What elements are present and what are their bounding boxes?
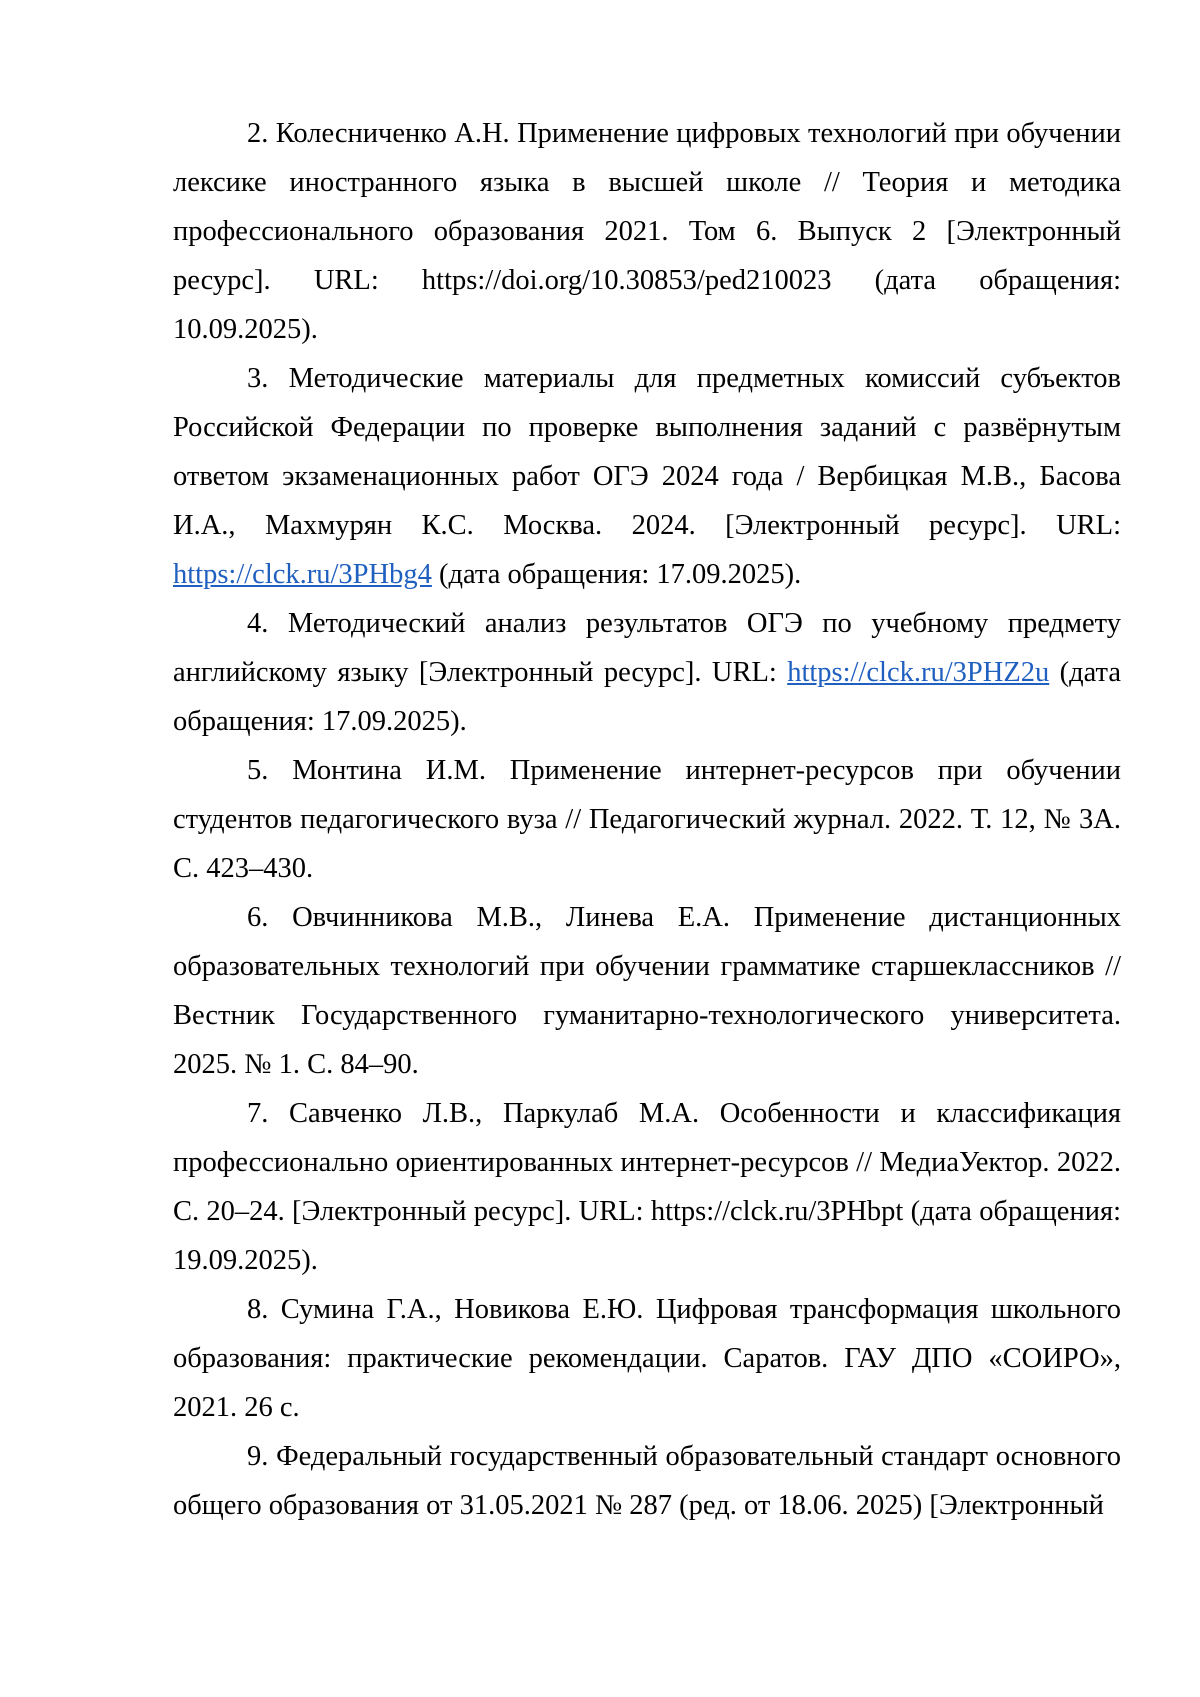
reference-item-6 <box>173 893 1121 1089</box>
reference-text: Монтина И.М. Применение интернет-ресурсов при обучении студентов педагогического вуза // Педагогический журнал. 2022. Т. 12, № 3А. С. 423–430. <box>173 755 1122 884</box>
reference-item-4 <box>173 599 1121 746</box>
reference-number: 4. <box>247 608 269 639</box>
reference-text: Методический анализ результатов ОГЭ по учебному предмету английскому языку [Электронный ресурс]. URL: <box>173 608 1121 688</box>
reference-link[interactable]: https://clck.ru/3PHZ2u <box>787 657 1050 688</box>
reference-text-after: (дата обращения: 17.09.2025). <box>173 657 1121 737</box>
reference-text: Колесниченко А.Н. Применение цифровых технологий при обучении лексике иностранного языка в высшей школе // Теория и методика профессионального образования 2021. Том 6. Выпуск 2 [Электронный ресурс]. URL: https://doi.org/10.30853/ped210023 (дата обращения: 10.09.2025). <box>173 118 1122 345</box>
reference-number: 9. <box>247 1441 269 1472</box>
reference-item-8 <box>173 1285 1121 1432</box>
reference-item-7 <box>173 1089 1121 1285</box>
reference-number: 8. <box>247 1294 269 1325</box>
reference-number: 5. <box>247 755 269 786</box>
reference-text: Сумина Г.А., Новикова Е.Ю. Цифровая трансформация школьного образования: практические рекомендации. Саратов. ГАУ ДПО «СОИРО», 2021. 26 с. <box>173 1294 1122 1423</box>
reference-text: Методические материалы для предметных комиссий субъектов Российской Федерации по проверке выполнения заданий с развёрнутым ответом экзаменационных работ ОГЭ 2024 года / Вербицкая М.В., Басова И.А., Махмурян К.С. Москва. 2024. [Электронный ресурс]. URL: <box>173 363 1122 541</box>
reference-list <box>173 109 1121 1530</box>
reference-number: 6. <box>247 902 269 933</box>
reference-text: Федеральный государственный образовательный стандарт основного общего образования от 31.05.2021 № 287 (ред. от 18.06. 2025) [Электронный <box>173 1441 1122 1521</box>
reference-text-after: (дата обращения: 17.09.2025). <box>431 559 802 590</box>
reference-item-5 <box>173 746 1121 893</box>
reference-number: 7. <box>247 1098 269 1129</box>
reference-item-3 <box>173 354 1121 599</box>
reference-item-9 <box>173 1432 1121 1530</box>
reference-number: 2. <box>247 118 269 149</box>
reference-item-2 <box>173 109 1121 354</box>
reference-text: Савченко Л.В., Паркулаб М.А. Особенности и классификация профессионально ориентированных интернет-ресурсов // МедиаУектор. 2022. С. 20–24. [Электронный ресурс]. URL: https://clck.ru/3PHbpt (дата обращения: 19.09.2025). <box>173 1098 1122 1276</box>
reference-link[interactable]: https://clck.ru/3PHbg4 <box>173 559 432 590</box>
reference-text: Овчинникова М.В., Линева Е.А. Применение дистанционных образовательных технологий при обучении грамматике старшеклассников // Вестник Государственного гуманитарно-технологического университета. 2025. № 1. С. 84–90. <box>173 902 1121 1080</box>
reference-number: 3. <box>247 363 269 394</box>
